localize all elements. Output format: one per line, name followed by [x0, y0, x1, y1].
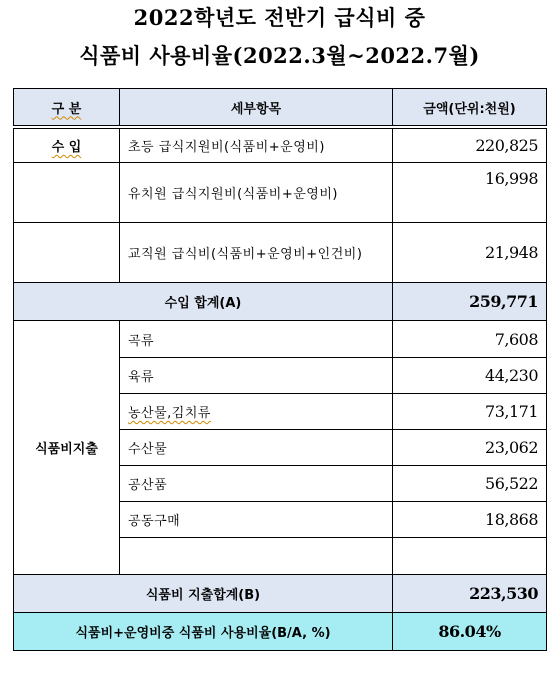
- row-item: 수산물: [120, 430, 393, 466]
- row-item: 육류: [120, 358, 393, 394]
- title-line-2: 식품비 사용비율(2022.3월~2022.7월): [79, 43, 480, 68]
- table-row: [14, 321, 547, 358]
- row-amount: 220,825: [393, 129, 547, 163]
- table-row: [14, 129, 547, 163]
- income-total-row: [14, 283, 547, 321]
- row-item: 공동구매: [120, 502, 393, 538]
- title-line-1: 2022학년도 전반기 급식비 중: [133, 5, 426, 30]
- expense-total-label: 식품비 지출합계(B): [14, 575, 393, 613]
- row-amount: 44,230: [393, 358, 547, 394]
- ratio-label: 식품비+운영비중 식품비 사용비율(B/A, %): [14, 613, 393, 651]
- expense-category: 식품비지출: [14, 321, 120, 575]
- header-item: 세부항목: [120, 89, 393, 126]
- row-item: 공산품: [120, 466, 393, 502]
- row-item: 초등 급식지원비(식품비+운영비): [120, 129, 393, 163]
- header-amount: 금액(단위:천원): [393, 89, 547, 126]
- row-amount: [393, 538, 547, 575]
- expense-total-row: [14, 575, 547, 613]
- row-amount: 16,998: [393, 163, 547, 223]
- income-total-label: 수입 합계(A): [14, 283, 393, 321]
- ratio-row: [14, 613, 547, 651]
- income-total-amount: 259,771: [393, 283, 547, 321]
- table-header-row: [14, 89, 547, 126]
- row-item: 교직원 급식비(식품비+운영비+인건비): [120, 223, 393, 283]
- row-amount: 23,062: [393, 430, 547, 466]
- expense-total-amount: 223,530: [393, 575, 547, 613]
- empty-category: [14, 163, 120, 223]
- row-amount: 18,868: [393, 502, 547, 538]
- row-amount: 7,608: [393, 321, 547, 358]
- empty-category: [14, 223, 120, 283]
- table-row: [14, 223, 547, 283]
- income-category: 수 입: [14, 129, 120, 163]
- ratio-value: 86.04%: [393, 613, 547, 651]
- row-item: 곡류: [120, 321, 393, 358]
- row-item: 유치원 급식지원비(식품비+운영비): [120, 163, 393, 223]
- row-amount: 21,948: [393, 223, 547, 283]
- row-amount: 56,522: [393, 466, 547, 502]
- row-amount: 73,171: [393, 394, 547, 430]
- row-item: 농산물,김치류: [120, 394, 393, 430]
- row-item: [120, 538, 393, 575]
- meal-cost-table: [13, 88, 547, 651]
- table-row: [14, 163, 547, 223]
- header-category: 구 분: [14, 89, 120, 126]
